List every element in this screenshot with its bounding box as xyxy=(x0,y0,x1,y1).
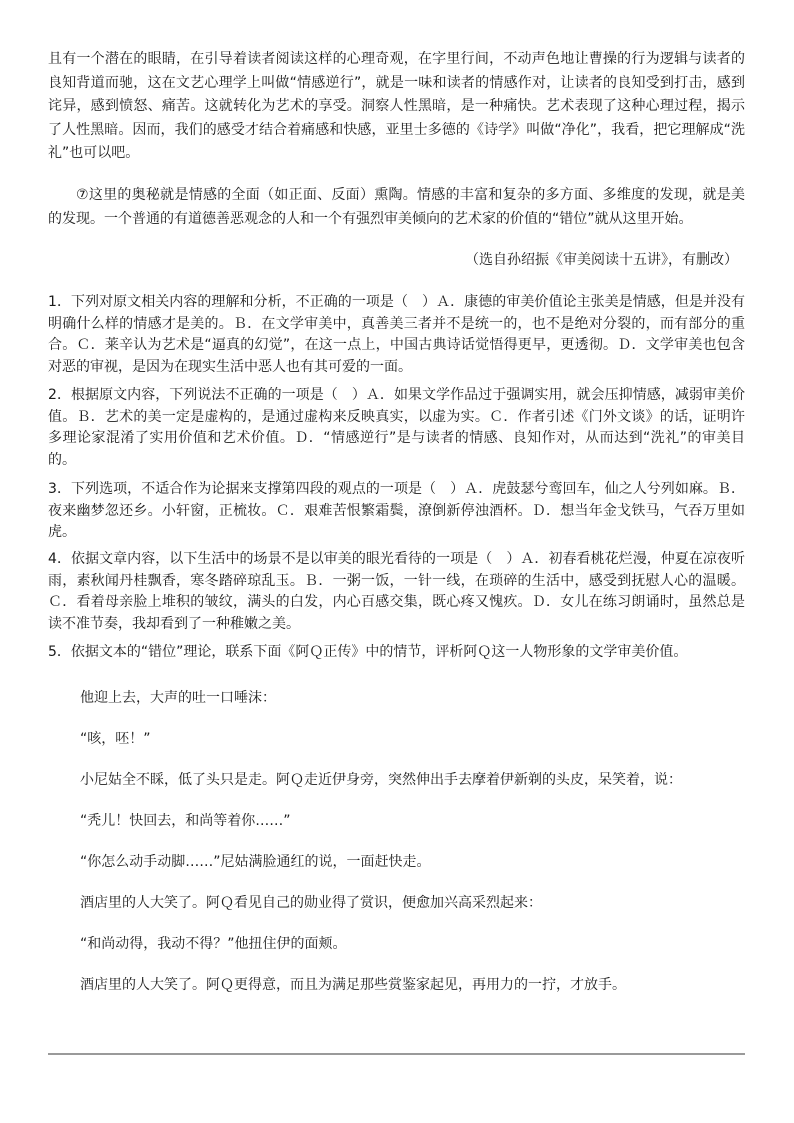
question-1: 1．下列对原文相关内容的理解和分析，不正确的一项是（ ）Ａ．康德的审美价值论主张美是情感，但是并没有明确什么样的情感才是美的。Ｂ．在文学审美中，真善美三者并不是统一的，也不是绝对分裂的，而有部分的重合。Ｃ．莱辛认为艺术是“逼真的幻觉”，在这一点上，中国古典诗话觉悟得更早，更透彻。Ｄ．文学审美也包含对恶的审视，是因为在现实生活中恶人也有其可爱的一面。 xyxy=(48,294,745,375)
excerpt-line-4: “秃儿！快回去，和尚等着你……” xyxy=(80,813,291,829)
question-2: 2．根据原文内容，下列说法不正确的一项是（ ）Ａ．如果文学作品过于强调实用，就会压抑情感，减弱审美价值。Ｂ．艺术的美一定是虚构的，是通过虚构来反映真实，以虚为实。Ｃ．作者引述《门外文谈》的话，证明许多理论家混淆了实用价值和艺术价值。Ｄ．“情感逆行”是与读者的情感、良知作对，从而达到“洗礼”的审美目的。 xyxy=(48,387,745,468)
footer-divider xyxy=(48,1053,745,1055)
excerpt-line-1: 他迎上去，大声的吐一口唾沫： xyxy=(80,690,276,706)
source-citation: （选自孙绍振《审美阅读十五讲》，有删改） xyxy=(465,252,738,268)
question-3: 3．下列选项，不适合作为论据来支撑第四段的观点的一项是（ ）Ａ．虎鼓瑟兮鸾回车，仙之人兮列如麻。Ｂ．夜来幽梦忽还乡。小轩窗，正梳妆。Ｃ．艰难苦恨繁霜鬓，潦倒新停浊酒杯。Ｄ．想当年金戈铁马，气吞万里如虎。 xyxy=(48,481,745,541)
passage-paragraph-1: 且有一个潜在的眼睛，在引导着读者阅读这样的心理奇观，在字里行间，不动声色地让曹操的行为逻辑与读者的良知背道而驰，这在文艺心理学上叫做“情感逆行”，就是一味和读者的情感作对，让读者的良知受到打击，感到诧异，感到愤怒、痛苦。这就转化为艺术的享受。洞察人性黑暗，是一种痛快。艺术表现了这种心理过程，揭示了人性黑暗。因而，我们的感受才结合着痛感和快感，亚里士多德的《诗学》叫做“净化”，我看，把它理解成“洗礼”也可以吧。 xyxy=(48,51,745,161)
question-5: 5．依据文本的“错位”理论，联系下面《阿Ｑ正传》中的情节，评析阿Ｑ这一人物形象的文学审美价值。 xyxy=(48,644,688,660)
passage-paragraph-7: ⑦这里的奥秘就是情感的全面（如正面、反面）熏陶。情感的丰富和复杂的多方面、多维度的发现，就是美的发现。一个普通的有道德善恶观念的人和一个有强烈审美倾向的艺术家的价值的“错位”就从这里开始。 xyxy=(48,187,745,227)
excerpt-line-5: “你怎么动手动脚……”尼姑满脸通红的说，一面赶快走。 xyxy=(80,854,431,870)
excerpt-line-3: 小尼姑全不睬，低了头只是走。阿Ｑ走近伊身旁，突然伸出手去摩着伊新剃的头皮，呆笑着，说： xyxy=(80,772,682,788)
excerpt-line-8: 酒店里的人大笑了。阿Ｑ更得意，而且为满足那些赏鉴家起见，再用力的一拧，才放手。 xyxy=(80,977,626,993)
excerpt-line-7: “和尚动得，我动不得？”他扭住伊的面颊。 xyxy=(80,936,347,952)
question-4: 4．依据文章内容，以下生活中的场景不是以审美的眼光看待的一项是（ ）Ａ．初春看桃花烂漫，仲夏在凉夜听雨，素秋闻丹桂飘香，寒冬踏碎琼乱玉。Ｂ．一粥一饭，一针一线，在琐碎的生活中，感受到抚慰人心的温暖。Ｃ．看着母亲脸上堆积的皱纹，满头的白发，内心百感交集，既心疼又愧疚。Ｄ．女儿在练习朗诵时，虽然总是读不准节奏，我却看到了一种稚嫩之美。 xyxy=(48,551,745,632)
excerpt-line-6: 酒店里的人大笑了。阿Ｑ看见自己的勋业得了赏识，便愈加兴高采烈起来： xyxy=(80,895,542,911)
excerpt-line-2: “咳，呸！” xyxy=(80,731,151,747)
